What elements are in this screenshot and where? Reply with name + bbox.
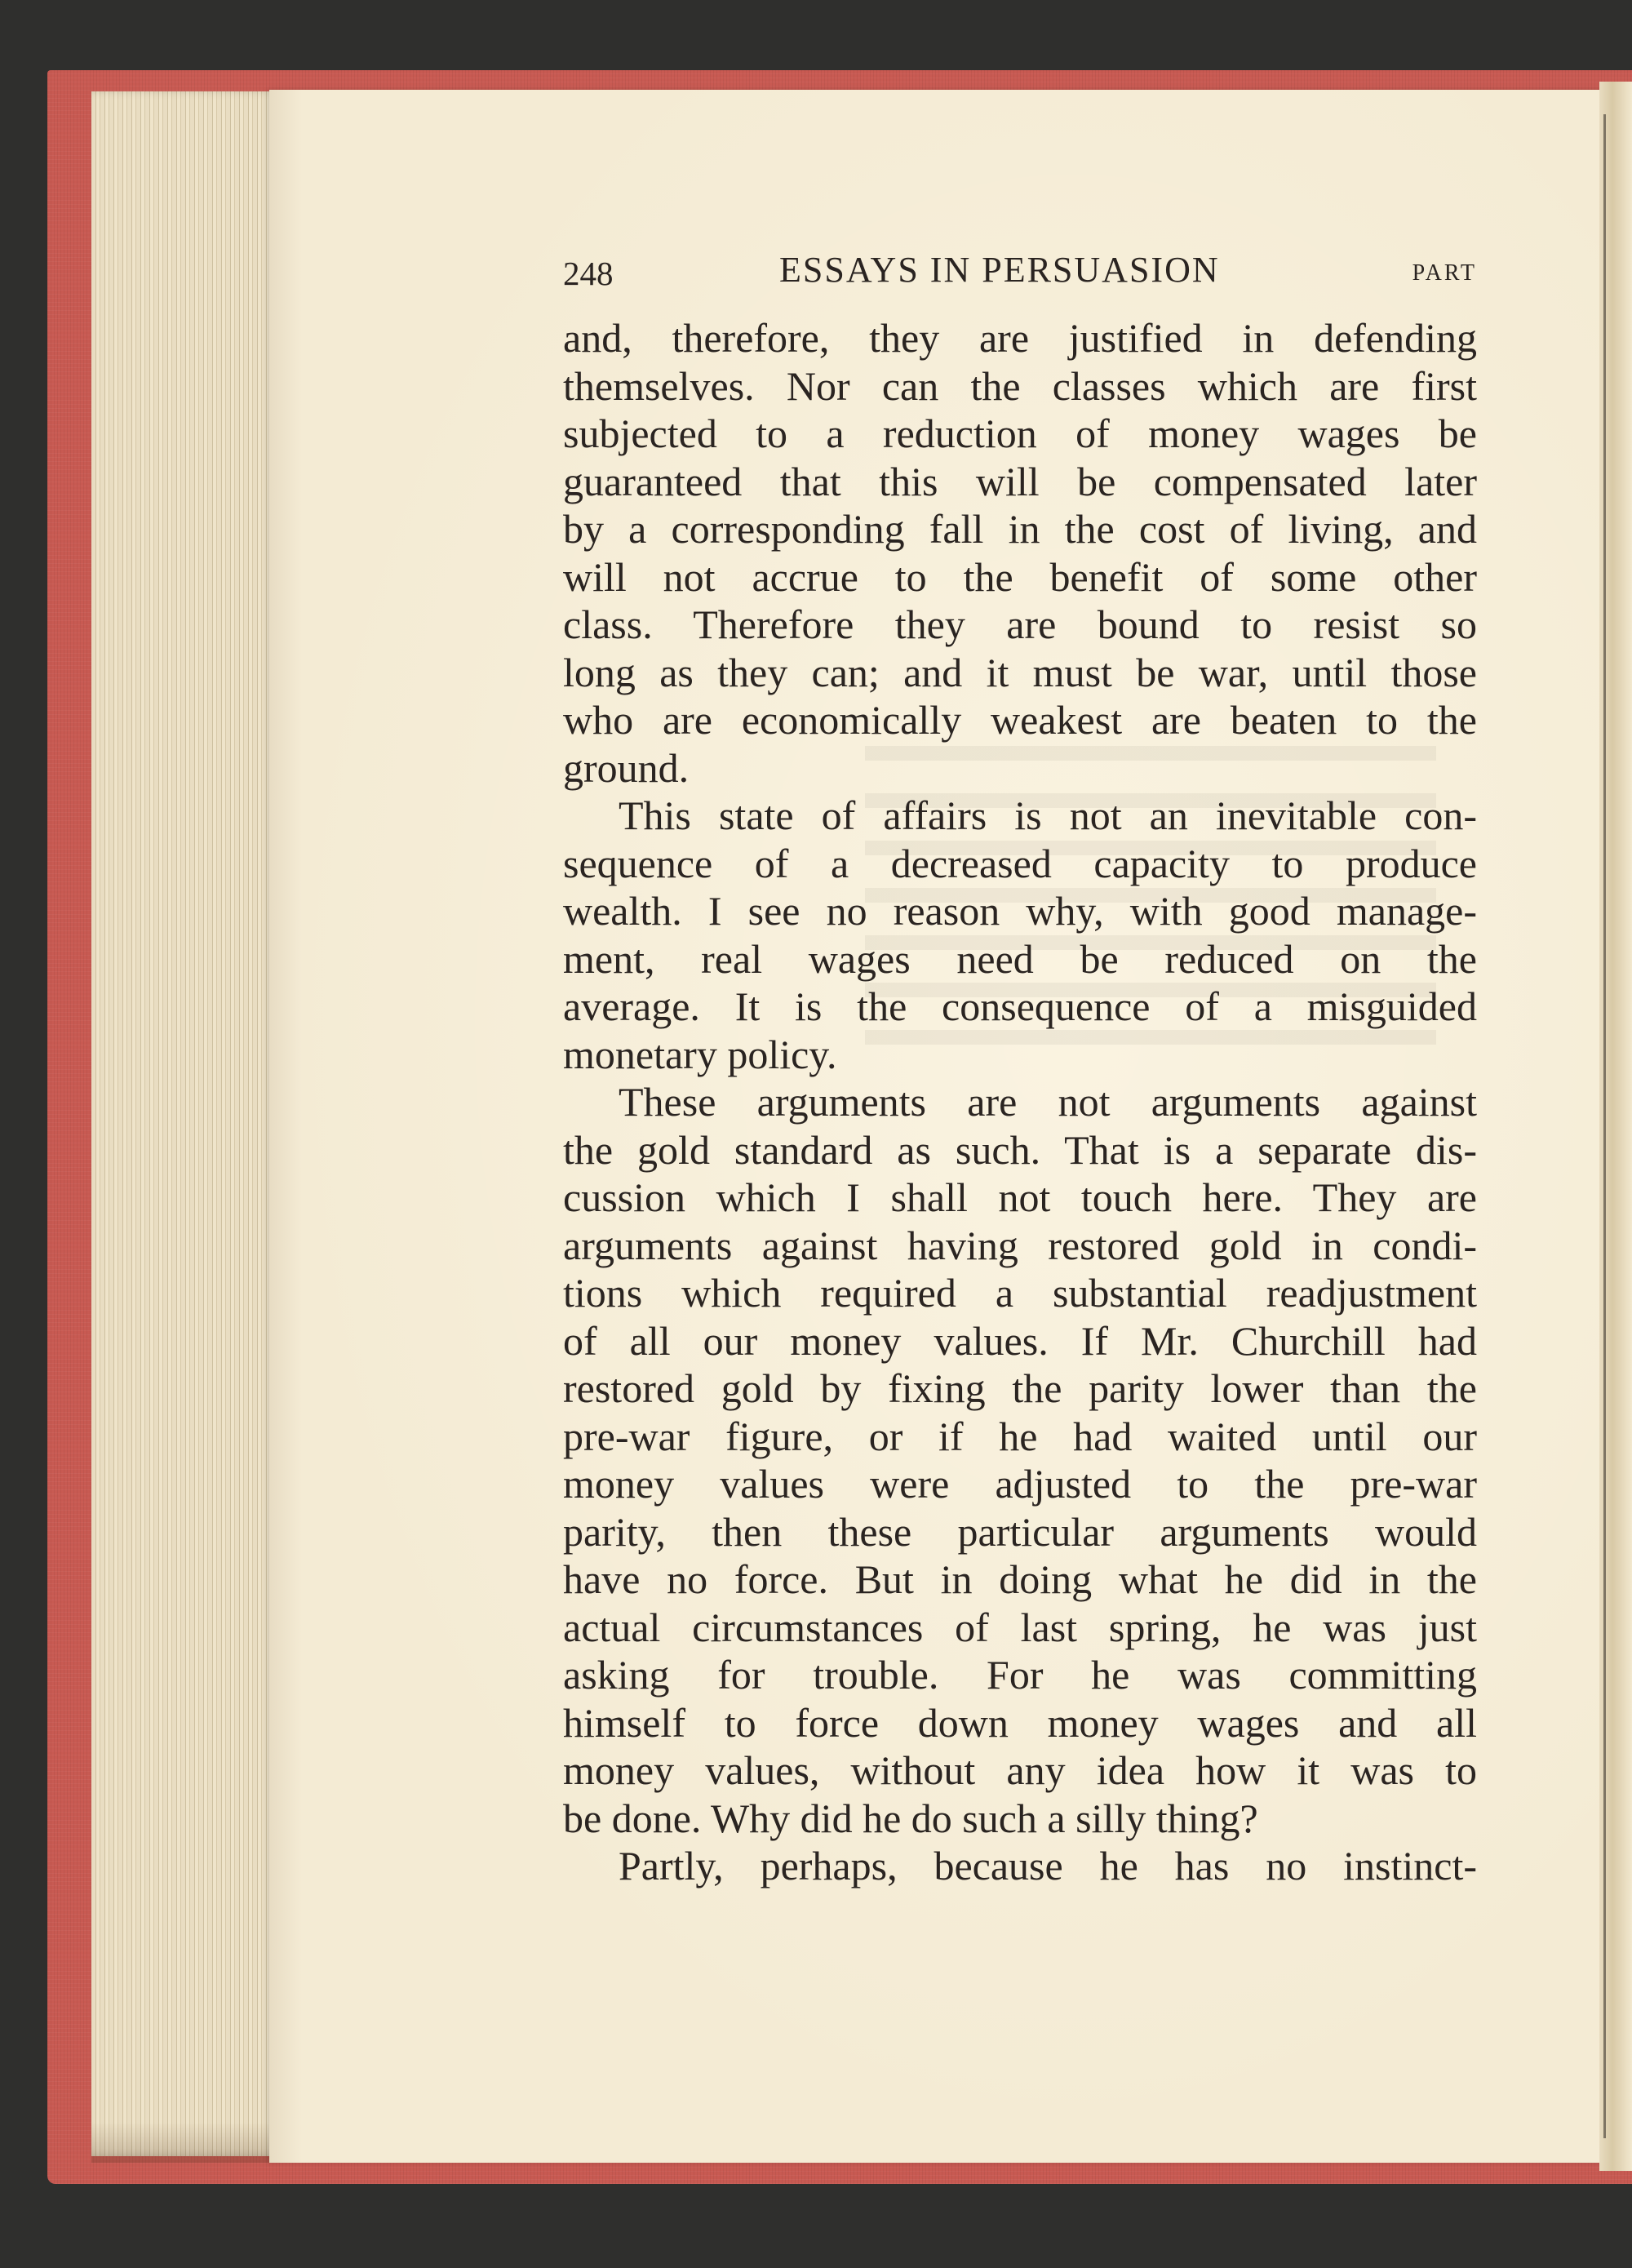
page-edges [91,91,287,2156]
page-number: 248 [563,255,614,292]
text-line: class. Therefore they are bound to resist so [563,601,1477,647]
text-line: of all our money values. If Mr. Churchill had [563,1317,1477,1364]
running-title: ESSAYS IN PERSUASION [779,250,1220,290]
text-line: actual circumstances of last spring, he was just [563,1604,1477,1650]
text-line: by a corresponding fall in the cost of living, and [563,506,1477,552]
text-line: pre-war figure, or if he had waited until our [563,1413,1477,1459]
text-line: themselves. Nor can the classes which are first [563,362,1477,409]
text-line: parity, then these particular arguments would [563,1508,1477,1555]
text-line: cussion which I shall not touch here. They are [563,1174,1477,1220]
text-line: arguments against having restored gold in condi- [563,1222,1477,1268]
page-edges-shadow [91,2122,287,2163]
text-line: average. It is the consequence of a misguided [563,983,1477,1029]
text-line: the gold standard as such. That is a separate dis- [563,1126,1477,1173]
text-line: Partly, perhaps, because he has no instinct- [619,1843,1477,1889]
text-line: himself to force down money wages and all [563,1699,1477,1746]
text-line: long as they can; and it must be war, until those [563,649,1477,695]
text-line: guaranteed that this will be compensated later [563,458,1477,504]
text-line: will not accrue to the benefit of some other [563,553,1477,600]
text-line: monetary policy. [563,1031,837,1077]
text-line: money values, without any idea how it was to [563,1747,1477,1793]
text-line: subjected to a reduction of money wages be [563,411,1477,456]
body-text [563,314,1477,1890]
text-line: money values were adjusted to the pre-war [563,1461,1477,1507]
text-line: and, therefore, they are justified in defending [563,315,1477,361]
text-line: sequence of a decreased capacity to produce [563,840,1477,886]
text-line: tions which required a substantial readjustment [563,1270,1477,1316]
text-line: restored gold by fixing the parity lower than the [563,1365,1477,1411]
running-header [563,249,1477,295]
part-label: PART [1412,260,1477,286]
text-line: This state of affairs is not an inevitable con- [619,792,1477,838]
text-line: wealth. I see no reason why, with good manage- [563,888,1477,934]
text-line: who are economically weakest are beaten to the [563,697,1477,743]
text-line: ment, real wages need be reduced on the [563,935,1477,982]
text-line: be done. Why did he do such a silly thing? [563,1795,1258,1841]
text-line: ground. [563,744,690,791]
gutter-shadow [1603,114,1606,2138]
text-line: have no force. But in doing what he did in the [563,1556,1477,1602]
text-line: These arguments are not arguments against [619,1079,1477,1125]
text-line: asking for trouble. For he was committing [563,1652,1477,1698]
